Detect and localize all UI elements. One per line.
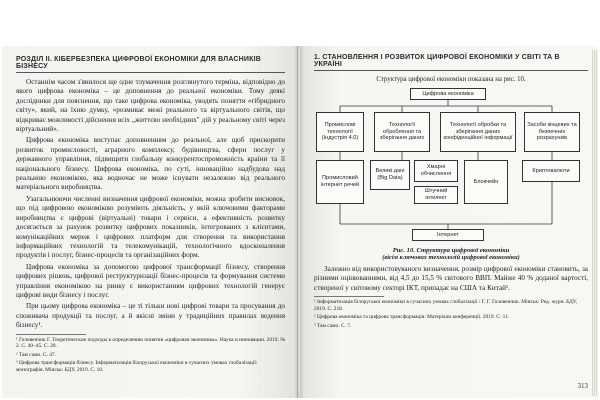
diagram-box-industrial-iot: Промисловий інтернет речей — [316, 160, 364, 204]
right-footnote-rule — [314, 296, 384, 297]
right-footnote-1: ¹ Інформатизація білоруської економіки в сучасних умовах глобалізації / Г. Г. Головенчик. Мінськ: Ред. журн. БДУ, 2019. С. 218. — [314, 299, 578, 312]
figure-caption: Рис. 10. Структура цифрової економіки — [392, 247, 510, 254]
left-page — [2, 46, 298, 398]
right-running-head: 1. СТАНОВЛЕННЯ І РОЗВИТОК ЦИФРОВОЇ ЕКОНОМІКИ У СВІТІ ТА В УКРАЇНІ — [314, 54, 588, 71]
figure-intro-text: Структура цифрової економіки показана на рис. 10. — [376, 76, 526, 83]
book-spine-shadow — [294, 46, 304, 398]
left-paragraph-1: Останнім часом з'явилося ще одне тлумачення розглянутого терміна, відповідно до якого цифрова економіка – це доповнення до реальної економіки. Тому деякі дослідники для пояснення, що таке цифрова економіка, уводять поняття «гібридного світу», який, на їхню думку, «розмиває межі реального та віртуального світів, що відкриває можливості дійснення всіх „життєво необхідних" дій у реальному світі через віртуальний». — [16, 78, 285, 134]
right-body-text — [314, 265, 588, 293]
diagram-box-blockchain: Блокчейн — [464, 160, 508, 204]
diagram-box-industrial-tech: Промислові технології (Індустрія 4.0) — [316, 112, 364, 152]
right-page — [300, 46, 598, 398]
right-footnote-3: ³ Там само. С. 7. — [314, 323, 352, 329]
left-paragraph-3: Узагальнюючи численні визначення цифрової економіки, можна зробити висновок, що під цифровою економікою розуміють діяльність, у якій ключовими факторами виробництва є цифрові (віртуальні) товари і сервіси, а ефективність розвитку досягається за рахунок розвитку цифрових показників, інтегрованих з клієнтами, комунікаційних мереж і цифрових платформ для створення та використання інформаційних технологій та телекомунікацій, технологічного вдосконалення продуктів і послуг, бізнес-процесів та організаційних форм. — [16, 194, 285, 260]
left-footnote-2: ² Там само. С. 47. — [16, 351, 56, 358]
open-book — [2, 46, 598, 398]
digital-economy-structure-diagram — [314, 86, 582, 244]
page-number: 313 — [577, 382, 588, 390]
left-footnote-rule — [16, 334, 86, 335]
diagram-box-cloud-computing: Хмарні обчислення — [414, 160, 458, 182]
diagram-box-big-data: Великі дані (Big Data) — [370, 160, 410, 190]
right-paragraph-1: Залежно від використовуваного визначення, розмір цифрової економіки становить, за різними оцінюваннями, від 4,5 до 15,5 % світового ВВП. Майже 40 % доданої вартості, створеної у світовому секторі ІКТ, припадає на США та Китай¹. — [314, 265, 588, 292]
diagram-box-payment-means: Засоби кінцевих та безпечних розрахунків — [524, 112, 580, 152]
left-paragraph-5: При цьому цифрова економіка – це ті тільки нові цифрові товари та просування до споживача продукції та послуг, а й якісні зміни у традиційних правилах ведення бізнесу¹. — [16, 302, 285, 330]
page-edge-stack — [592, 50, 598, 396]
left-paragraph-4: Цифрова економіка за допомогою цифрової трансформації бізнесу, створення цифрових рішень, цифрової реструктуризації бізнес-процесів та формування системи управління економікою на ринку є використанням цифрових технологій генерує цифрові види бізнесу і послуг. — [16, 262, 285, 299]
diagram-box-confidential-data: Технології обробки та зберігання даних конфіденційної інформації — [440, 112, 516, 152]
diagram-box-ai: Штучний інтелект — [414, 186, 458, 204]
left-body-text — [16, 78, 285, 331]
diagram-box-data-processing: Технології оброблення та зберігання даних — [374, 112, 430, 152]
diagram-box-digital-economy: Цифрова економіка — [410, 88, 486, 100]
left-paragraph-2: Цифрова економіка виступає доповненням до реальної, але щоб прискорити розвиток промисловості, аграрного комплексу, будівництва, сфери послуг у державного управління, підвищити глобальну конкурентоспроможність країни та її національного бізнесу. Цифрова економіка, по суті, інноваційно надбудова над реальною економікою, яка водночас не може існувати незалежно від реального матеріального виробництва. — [16, 136, 285, 192]
left-footnote-3: ³ Цифрова трансформація бізнесу. Інформатизація білоруської економіки в сучасних умовах глобалізації: монографія. Мінськ: БДУ, 2019. С. 10. — [16, 360, 258, 373]
right-footnote-2: ² Цифрова економіка та цифрова трансформація: Матеріали конференції. 2019. С. 11. — [314, 314, 510, 321]
figure-subcaption: (вісім ключових технологій цифрової економіки) — [382, 254, 520, 261]
diagram-box-cryptocurrencies: Криптовалюти — [522, 160, 580, 182]
left-running-head: РОЗДІЛ ІІ. КІБЕРБЕЗПЕКА ЦИФРОВОЇ ЕКОНОМІКИ ДЛЯ ВЛАСНИКІВ БІЗНЕСУ — [16, 56, 285, 73]
diagram-box-internet: Інтернет — [412, 229, 484, 241]
left-footnote-1: ¹ Головенчик Г. Теоретические подходы к определению понятия «цифровая экономика». Наука и инновации. 2019. № 2. С. 40–45. С. 28. — [16, 336, 286, 350]
